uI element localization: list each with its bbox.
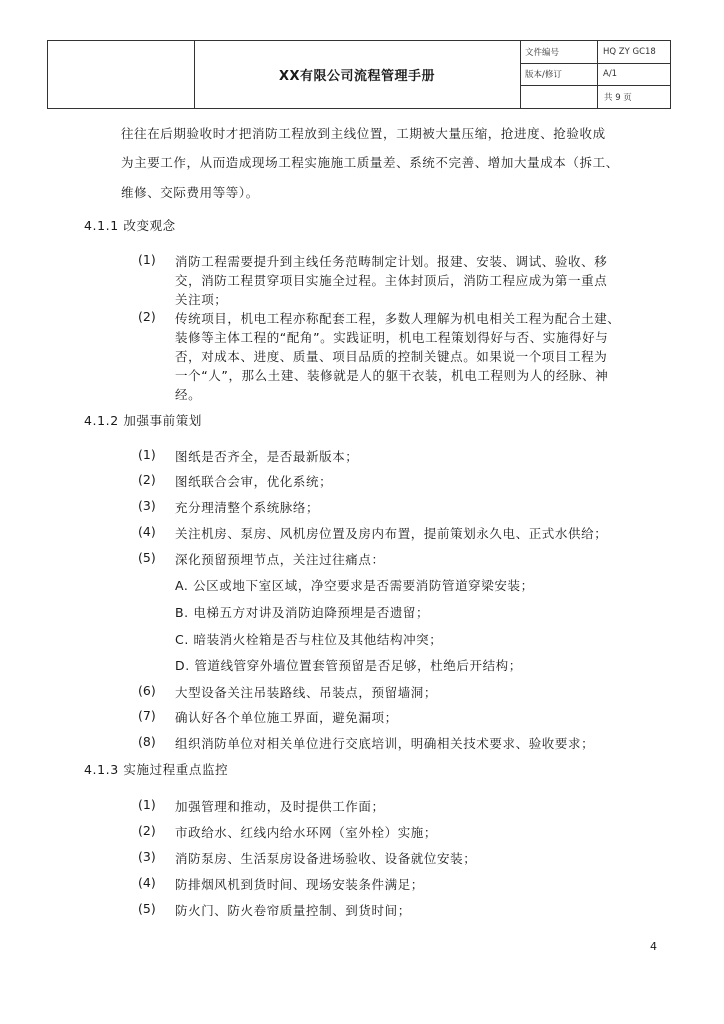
file-number-label: 文件编号 xyxy=(520,41,598,63)
item-number: (7) xyxy=(138,708,156,723)
item-text: 充分理清整个系统脉络； xyxy=(175,500,320,515)
item-number: (1) xyxy=(138,797,156,812)
section-heading: 4.1.3 实施过程重点监控 xyxy=(84,762,229,777)
item-text: 关注项； xyxy=(175,292,228,307)
item-number: (4) xyxy=(138,524,156,539)
meta-row-pages xyxy=(520,85,670,108)
item-text: 市政给水、红线内给水环网（室外栓）实施； xyxy=(175,825,438,840)
meta-row-file-number xyxy=(520,41,670,64)
logo-cell xyxy=(48,41,195,108)
version-value: A/1 xyxy=(603,69,618,79)
sub-item-text: D. 管道线管穿外墙位置套管预留是否足够，杜绝后开结构； xyxy=(175,658,522,673)
item-text: 装修等主体工程的“配角”。实践证明，机电工程策划得好与否、实施得好与 xyxy=(175,330,609,345)
item-text: 消防泵房、生活泵房设备进场验收、设备就位安装； xyxy=(175,851,477,866)
item-number: (2) xyxy=(138,472,156,487)
item-text: 加强管理和推动，及时提供工作面； xyxy=(175,799,385,814)
item-text: 否，对成本、进度、质量、项目品质的控制关键点。如果说一个项目工程为 xyxy=(175,349,608,364)
item-text: 交，消防工程贯穿项目实施全过程。主体封顶后，消防工程应成为第一重点 xyxy=(175,273,608,288)
item-text: 深化预留预埋节点，关注过往痛点： xyxy=(175,552,385,567)
item-text: 组织消防单位对相关单位进行交底培训，明确相关技术要求、验收要求； xyxy=(175,736,595,751)
file-number-value: HQ ZY GC18 xyxy=(603,47,656,57)
item-text: 图纸是否齐全，是否最新版本； xyxy=(175,449,359,464)
intro-line: 维修、交际费用等等）。 xyxy=(121,185,259,200)
pages-label-cell xyxy=(520,85,598,108)
item-text: 传统项目，机电工程亦称配套工程，多数人理解为机电相关工程为配合土建、 xyxy=(175,311,621,326)
section-heading: 4.1.2 加强事前策划 xyxy=(84,413,202,428)
manual-title: XX有限公司流程管理手册 xyxy=(194,41,521,108)
item-number: (8) xyxy=(138,734,156,749)
intro-line: 为主要工作，从而造成现场工程实施施工质量差、系统不完善、增加大量成本（拆工、 xyxy=(121,155,619,170)
sub-item-text: B. 电梯五方对讲及消防迫降预埋是否遗留； xyxy=(175,605,430,620)
sub-item-text: A. 公区或地下室区域，净空要求是否需要消防管道穿梁安装； xyxy=(175,578,534,593)
item-number: (6) xyxy=(138,683,156,698)
item-number: (3) xyxy=(138,849,156,864)
item-text: 一个“人”，那么土建、装修就是人的躯干衣装，机电工程则为人的经脉、神 xyxy=(175,368,609,383)
item-number: (1) xyxy=(138,252,156,267)
item-number: (3) xyxy=(138,498,156,513)
item-number: (5) xyxy=(138,550,156,565)
meta-row-version xyxy=(520,63,670,86)
sub-item-text: C. 暗装消火栓箱是否与柱位及其他结构冲突； xyxy=(175,632,443,647)
item-text: 关注机房、泵房、风机房位置及房内布置，提前策划永久电、正式水供给； xyxy=(175,526,608,541)
document-meta xyxy=(520,41,670,108)
section-heading: 4.1.1 改变观念 xyxy=(84,218,176,233)
item-text: 消防工程需要提升到主线任务范畴制定计划。报建、安装、调试、验收、移 xyxy=(175,254,608,269)
total-pages: 共 9 页 xyxy=(604,92,632,103)
item-number: (1) xyxy=(138,447,156,462)
page-number: 4 xyxy=(650,940,657,953)
item-text: 图纸联合会审，优化系统； xyxy=(175,474,333,489)
item-number: (5) xyxy=(138,901,156,916)
document-header xyxy=(47,40,671,109)
item-text: 大型设备关注吊装路线、吊装点，预留墙洞； xyxy=(175,685,438,700)
item-text: 经。 xyxy=(175,387,202,402)
item-number: (2) xyxy=(138,823,156,838)
item-number: (2) xyxy=(138,309,156,324)
item-number: (4) xyxy=(138,875,156,890)
version-label: 版本/修订 xyxy=(520,63,598,85)
intro-line: 往往在后期验收时才把消防工程放到主线位置，工期被大量压缩，抢进度、抢验收成 xyxy=(121,126,606,141)
item-text: 防火门、防火卷帘质量控制、到货时间； xyxy=(175,903,411,918)
item-text: 防排烟风机到货时间、现场安装条件满足； xyxy=(175,877,424,892)
item-text: 确认好各个单位施工界面，避免漏项； xyxy=(175,710,398,725)
